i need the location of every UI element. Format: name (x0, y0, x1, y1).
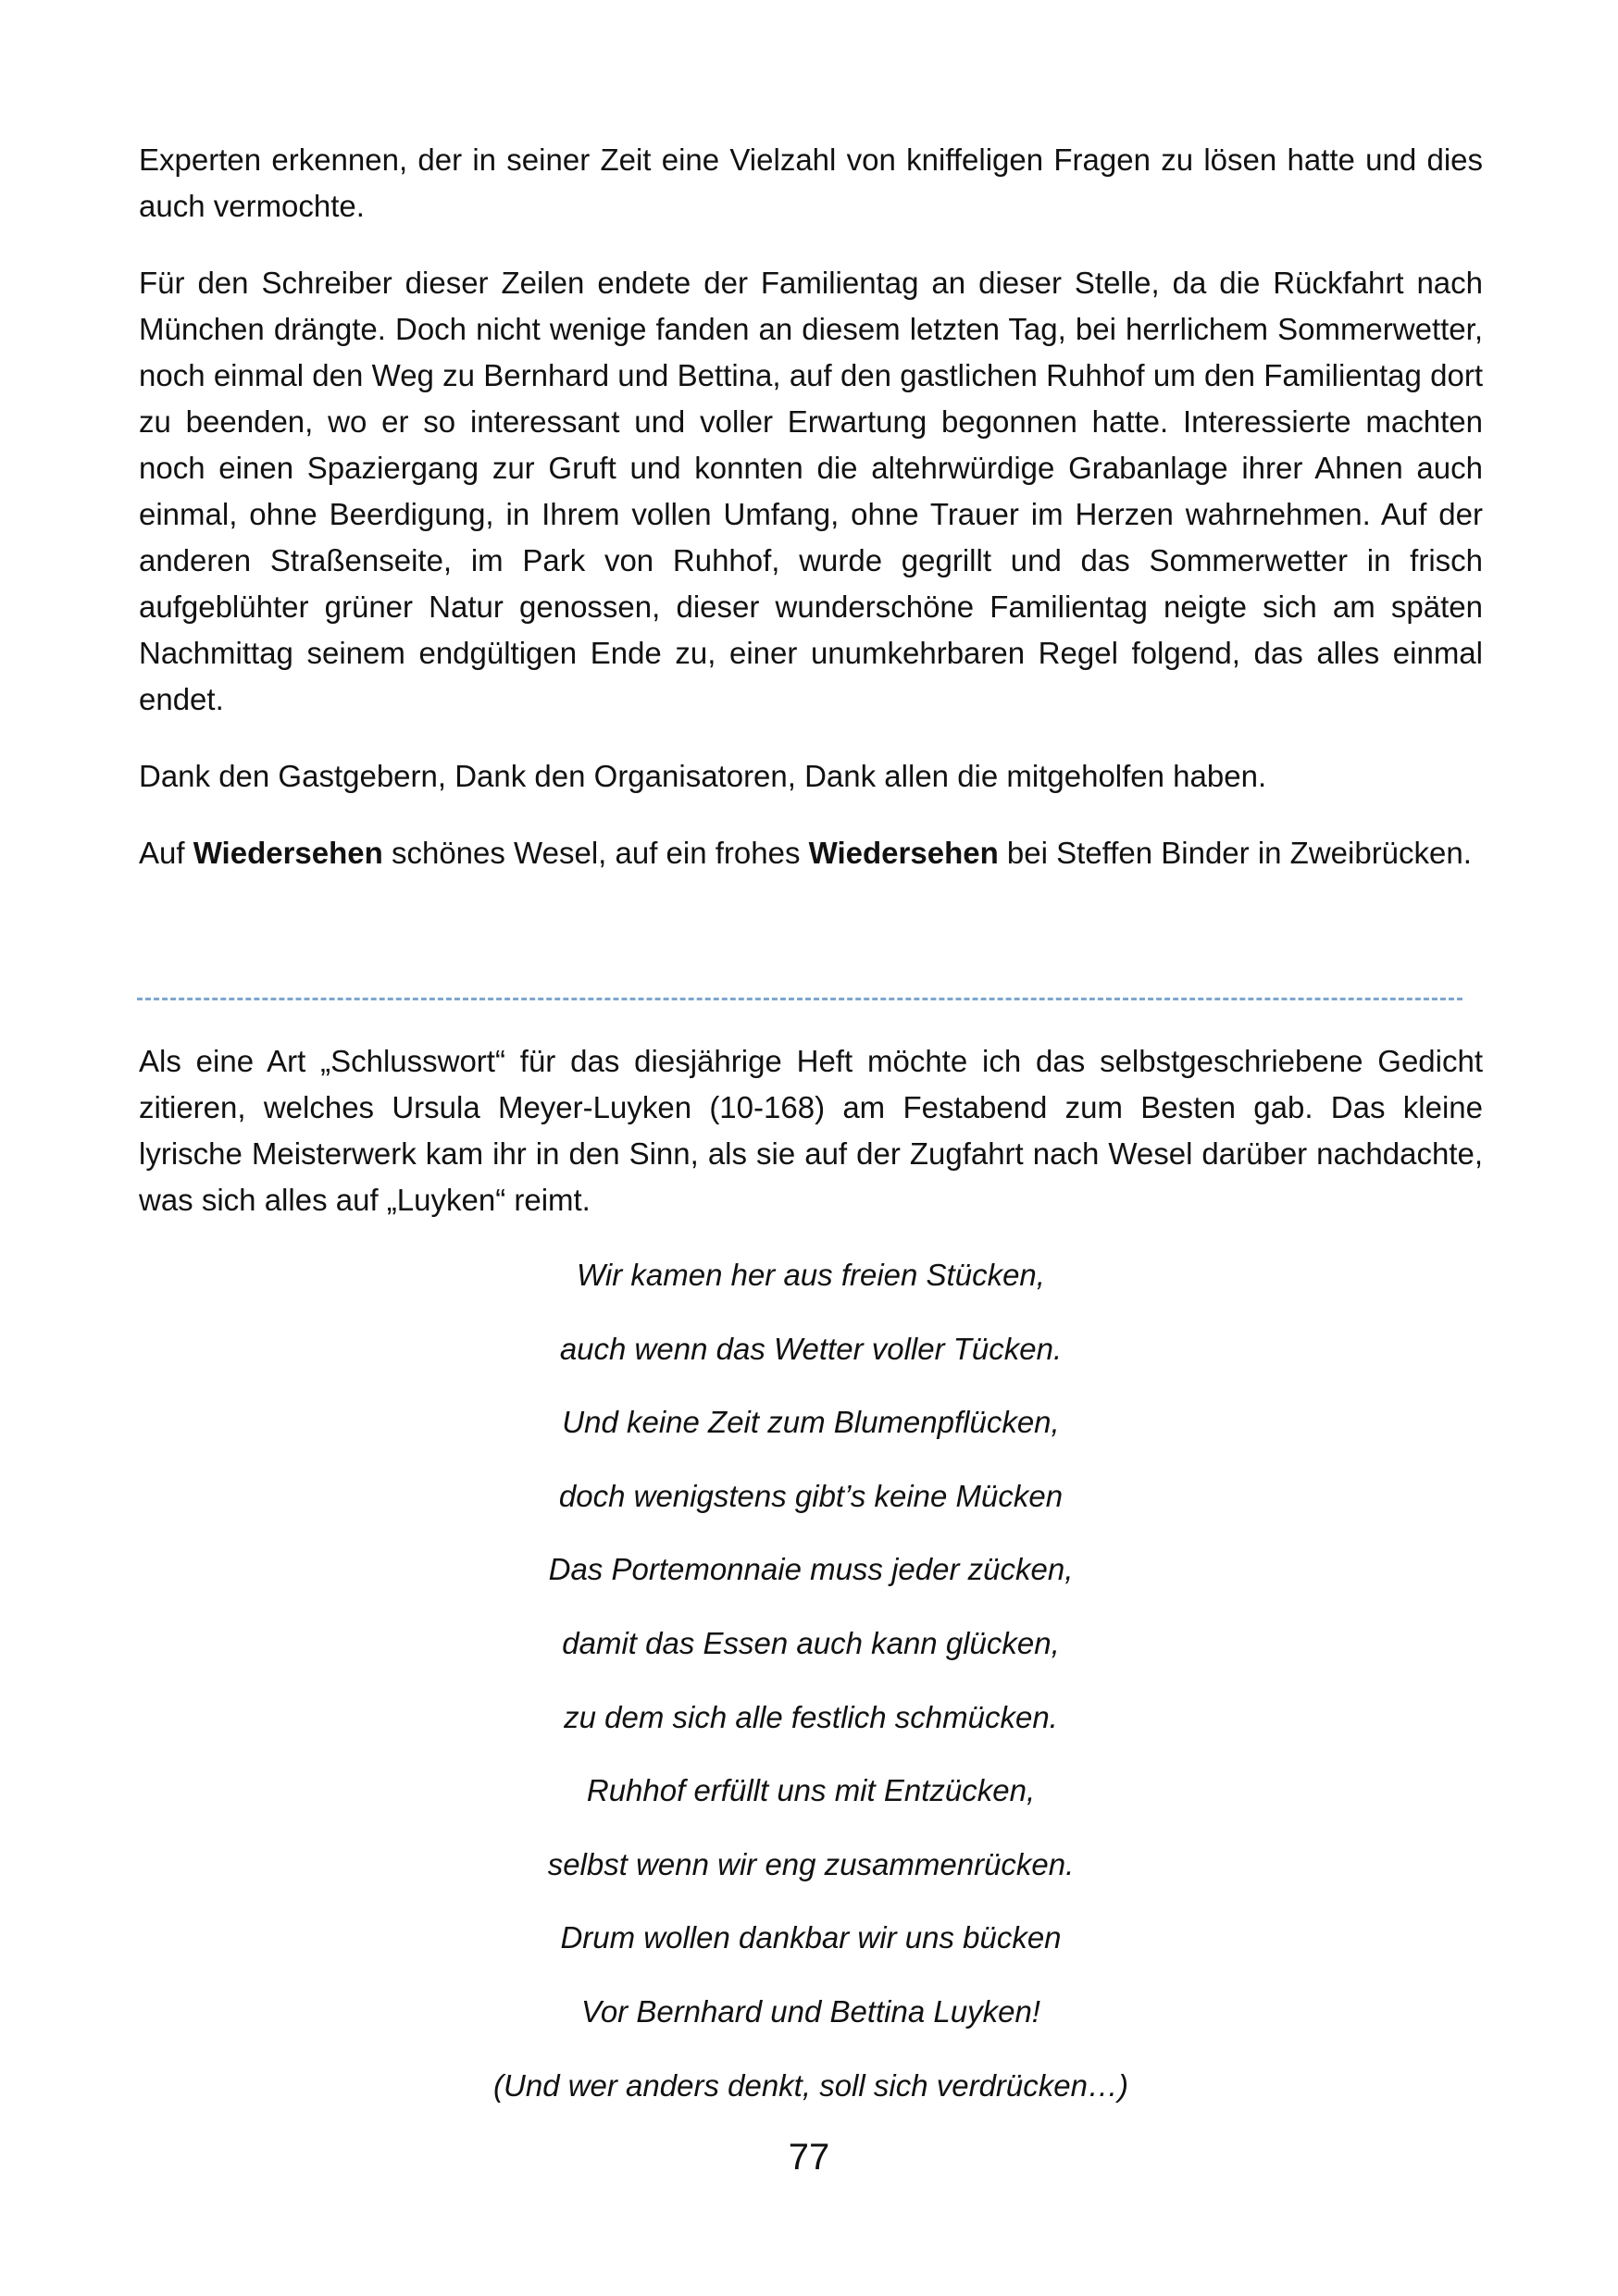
poem-line: damit das Essen auch kann glücken, (562, 1625, 1060, 1660)
wiedersehen-bold-2: Wiedersehen (808, 836, 999, 870)
paragraph-experten: Experten erkennen, der in seiner Zeit eine Vielzahl von kniffeligen Fragen zu lösen hatte und dies auch vermochte. (139, 143, 1483, 223)
poem-line: doch wenigstens gibt’s keine Mücken (558, 1478, 1064, 1513)
report-body (139, 137, 1483, 876)
poem-line: selbst wenn wir eng zusammenrücken. (547, 1846, 1075, 1881)
paragraph-wiedersehen (139, 830, 1483, 876)
wiedersehen-bold-1: Wiedersehen (193, 836, 383, 870)
poem-line: zu dem sich alle festlich schmücken. (564, 1699, 1058, 1734)
page-number: 77 (788, 2137, 830, 2178)
section-divider (137, 998, 1462, 1000)
paragraph-schlusswort: Als eine Art „Schlusswort“ für das diesjährige Heft möchte ich das selbstgeschriebene Gedicht zitieren, welches Ursula Meyer-Luyken (10-168) am Festabend zum Besten gab. Das kleine lyrische Meisterwerk kam ihr in den Sinn, als sie auf der Zugfahrt nach Wesel darüber nachdachte, was sich alles auf „Luyken“ reimt. (139, 1044, 1483, 1217)
poem-line: Vor Bernhard und Bettina Luyken! (581, 1993, 1040, 2029)
poem-line: Ruhhof erfüllt uns mit Entzücken, (586, 1773, 1036, 1808)
poem-line: Und keine Zeit zum Blumenpflücken, (562, 1405, 1060, 1440)
wiedersehen-text-1: Auf (139, 836, 193, 870)
paragraph-familientag-ende: Für den Schreiber dieser Zeilen endete der Familientag an dieser Stelle, da die Rückfahrt nach München drängte. Doch nicht wenige fanden an diesem letzten Tag, bei herrlichem Sommerwetter, noch einmal den Weg zu Bernhard und Bettina, auf den gastlichen Ruhhof um den Familientag dort zu beenden, wo er so interessant und voller Erwartung begonnen hatte. Interessierte machten noch einen Spaziergang zur Gruft und konnten die altehrwürdige Grabanlage ihrer Ahnen auch einmal, ohne Beerdigung, in Ihrem vollen Umfang, ohne Trauer im Herzen wahrnehmen. Auf der anderen Straßenseite, im Park von Ruhhof, wurde gegrillt und das Sommerwetter in frisch aufgeblühter grüner Natur genossen, dieser wunderschöne Familientag neigte sich am späten Nachmittag seinem endgültigen Ende zu, einer unumkehrbaren Regel folgend, das alles einmal endet. (139, 266, 1483, 716)
wiedersehen-text-2: schönes Wesel, auf ein frohes (382, 836, 809, 870)
poem-line: Drum wollen dankbar wir uns bücken (560, 1920, 1062, 1955)
poem-line: Das Portemonnaie muss jeder zücken, (548, 1552, 1074, 1587)
paragraph-dank: Dank den Gastgebern, Dank den Organisatoren, Dank allen die mitgeholfen haben. (139, 759, 1267, 793)
poem-line: (Und wer anders denkt, soll sich verdrücken…) (493, 2067, 1128, 2103)
poem (139, 1257, 1483, 2141)
poem-introduction (139, 1038, 1483, 1223)
poem-line: auch wenn das Wetter voller Tücken. (559, 1331, 1063, 1366)
wiedersehen-text-3: bei Steffen Binder in Zweibrücken. (998, 836, 1472, 870)
poem-line: Wir kamen her aus freien Stücken, (577, 1258, 1045, 1292)
